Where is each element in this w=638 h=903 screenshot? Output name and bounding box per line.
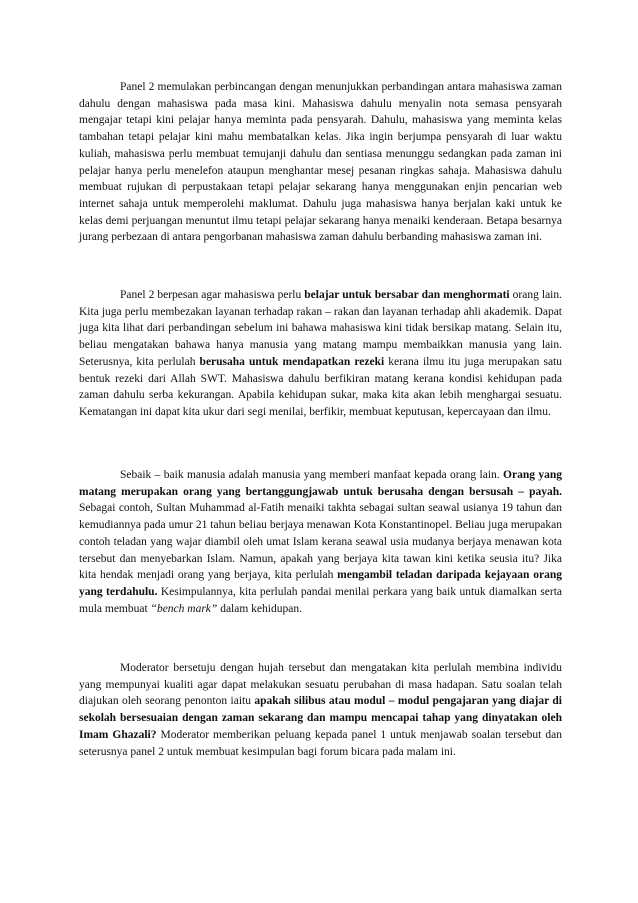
bold-phrase: mengambil teladan daripada kejayaan orang yang terdahulu. <box>79 569 562 598</box>
italic-phrase: “bench mark” <box>150 602 218 615</box>
bold-phrase: berusaha untuk mendapatkan rezeki <box>199 355 385 368</box>
paragraph-3 <box>79 467 562 617</box>
paragraph-text: dalam kehidupan. <box>217 602 302 615</box>
paragraph-text: Panel 2 memulakan perbincangan dengan menunjukkan perbandingan antara mahasiswa zaman dahulu dengan mahasiswa pada masa kini. Mahasiswa dahulu menyalin nota semasa pensyarah mengajar tetapi kini pelajar hanya meminta pada pensyarah. Dahulu, mahasiswa yang meminta kelas tambahan tetapi pelajar kini mahu membatalkan kelas. Jika ingin berjumpa pensyarah di luar waktu kuliah, mahasiswa perlu membuat temujanji dahulu dan sentiasa menunggu sedangkan pada zaman ini pelajar hanya perlu menelefon ataupun menghantar mesej pesanan ringkas sahaja. Mahasiswa dahulu membuat rujukan di perpustakaan tetapi pelajar sekarang hanya menggunakan enjin pencarian web internet sahaja untuk memperolehi maklumat. Dahulu juga mahasiswa hanya berjalan kaki untuk ke kelas demi perjuangan menuntut ilmu tetapi pelajar sekarang hanya menaiki kenderaan. Betapa besarnya jurang perbezaan di antara pengorbanan mahasiswa zaman dahulu berbanding mahasiswa zaman ini. <box>79 81 562 244</box>
paragraph-2 <box>79 287 562 421</box>
paragraph-4 <box>79 660 562 760</box>
paragraph-1 <box>79 79 562 246</box>
bold-phrase: Orang yang matang merupakan orang yang bertanggungjawab untuk berusaha dengan bersusah – payah. <box>79 469 562 498</box>
paragraph-text: Moderator memberikan peluang kepada panel 1 untuk menjawab soalan tersebut dan seterusnya panel 2 untuk membuat kesimpulan bagi forum bicara pada malam ini. <box>79 728 562 758</box>
paragraph-text: Panel 2 berpesan agar mahasiswa perlu <box>120 289 305 301</box>
paragraph-text: Sebagai contoh, Sultan Muhammad al-Fatih menaiki takhta sebagai sultan seawal usianya 19 tahun dan kemudiannya pada umur 21 tahun beliau berjaya menawan Kota Konstantinopel. Beliau juga merupakan contoh teladan yang wajar diambil oleh umat Islam kerana seawal usia mudanya berjaya menawan kota tersebut dan menyebarkan Islam. Namun, apakah yang berjaya kita tawan kini ketika seusia itu? Jika kita hendak menjadi orang yang berjaya, kita perlulah <box>79 502 562 582</box>
paragraph-text: orang lain. Kita juga perlu membezakan layanan terhadap rakan – rakan dan layanan terhadap ahli akademik. Dapat juga kita lihat dari perbandingan sebelum ini bahawa mahasiswa kini tidak bersikap matang. Selain itu, beliau mengatakan bahawa hanya manusia yang matang mampu membaikkan manusia yang lain. Seterusnya, kita perlulah <box>79 289 563 368</box>
paragraph-text: Moderator bersetuju dengan hujah tersebut dan mengatakan kita perlulah membina individu yang mempunyai kualiti agar dapat melakukan sesuatu perubahan di masa hadapan. Satu soalan telah diajukan oleh seorang penonton iaitu <box>79 662 562 708</box>
paragraph-text: Sebaik – baik manusia adalah manusia yang memberi manfaat kepada orang lain. <box>120 469 504 481</box>
paragraph-text: Kesimpulannya, kita perlulah pandai menilai perkara yang baik untuk diamalkan serta mula membuat <box>79 585 562 615</box>
paragraph-text: kerana ilmu itu juga merupakan satu bentuk rezeki dari Allah SWT. Mahasiswa dahulu berfikiran matang kerana kondisi kehidupan pada zaman dahulu serba kekurangan. Apabila kehidupan sukar, maka kita akan lebih menghargai sesuatu. Kematangan ini dapat kita ukur dari segi menilai, berfikir, membuat keputusan, kepercayaan dan ilmu. <box>79 355 562 418</box>
bold-phrase: apakah silibus atau modul – modul pengajaran yang diajar di sekolah bersesuaian dengan zaman sekarang dan mampu mencapai tahap yang dinyatakan oleh Imam Ghazali? <box>79 695 562 741</box>
bold-phrase: belajar untuk bersabar dan menghormati <box>304 289 510 301</box>
